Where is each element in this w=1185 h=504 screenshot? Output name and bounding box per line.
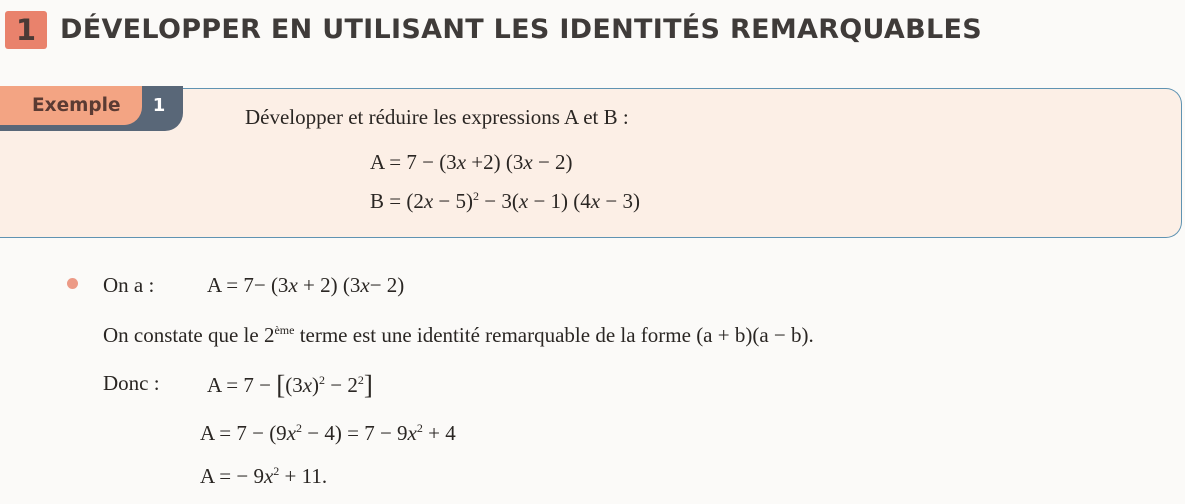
solution-line-2: $A = 7 - [(3x)^2 - 2^2]$ — [207, 370, 373, 400]
section-title: DÉVELOPPER EN UTILISANT LES IDENTITÉS REMARQUABLES — [60, 14, 983, 45]
solution-lead: On a : — [103, 273, 155, 297]
example-instruction: Développer et réduire les expressions A et B : — [245, 105, 629, 129]
solution-line-1: A = 7− (3x + 2) (3x− 2) — [207, 273, 405, 297]
solution-sentence: On constate que le 2ème terme est une identité remarquable de la forme (a + b)(a − b). — [103, 323, 814, 347]
bullet-icon — [67, 278, 78, 289]
example-number: 1 — [152, 95, 166, 116]
solution-donc: Donc : — [103, 371, 160, 395]
solution-line-4: A = − $9x^2 + 11$. — [200, 464, 328, 488]
expression-a: A = 7 − (3x +2) (3x − 2) — [370, 150, 573, 174]
expression-b: $B = (2x - 5)^2 - 3(x - 1)$ (4x − 3) — [370, 189, 640, 213]
section-number: 1 — [5, 11, 47, 49]
solution-line-3: $A = 7 - (9x^2 - 4) = 7 - 9x^2 + 4$ — [200, 421, 456, 445]
example-label: Exemple — [0, 86, 142, 125]
